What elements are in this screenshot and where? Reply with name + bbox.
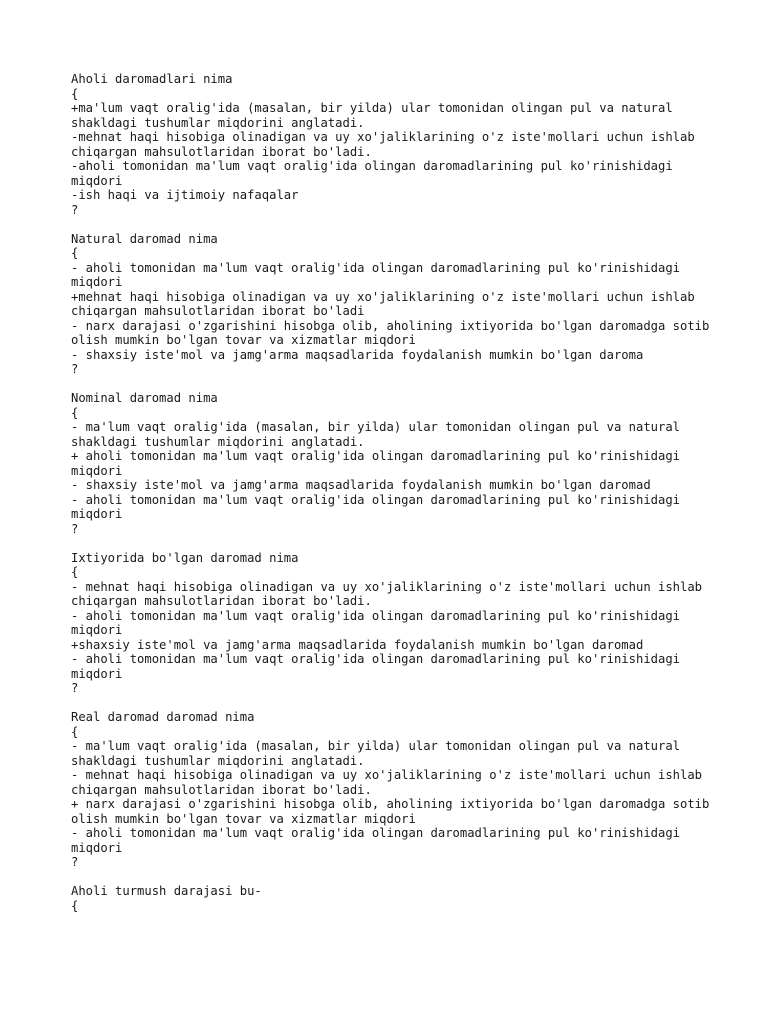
answer-option: - mehnat haqi hisobiga olinadigan va uy xo'jaliklarining o'z iste'mollari uchun ishlab chiqargan mahsulotlaridan iborat bo'ladi. [71, 768, 710, 797]
open-brace: { [71, 405, 79, 420]
question-title: Real daromad daromad nima [71, 710, 255, 724]
answer-option: - aholi tomonidan ma'lum vaqt oralig'ida olingan daromadlarining pul ko'rinishidagi miqdori [71, 608, 688, 637]
question-block [71, 391, 721, 536]
question-block [71, 551, 721, 696]
answer-option: + aholi tomonidan ma'lum vaqt oralig'ida olingan daromadlarining pul ko'rinishidagi miqdori [71, 449, 688, 478]
open-brace: { [71, 246, 79, 260]
question-title: Natural daromad nima [71, 231, 218, 246]
question-title: Ixtiyorida bo'lgan daromad nima [71, 550, 299, 565]
answer-option: +mehnat haqi hisobiga olinadigan va uy xo'jaliklarining o'z iste'mollari uchun ishlab chiqargan mahsulotlaridan iborat bo'ladi [71, 289, 703, 318]
answer-option: - narx darajasi o'zgarishini hisobga olib, aholining ixtiyorida bo'lgan daromadga sotib olish mumkin bo'lgan tovar va xizmatlar miqdori [71, 318, 717, 347]
question-block [71, 710, 721, 870]
open-brace: { [71, 724, 79, 739]
open-brace: { [71, 565, 79, 579]
question-terminator: ? [71, 855, 79, 869]
answer-option: + narx darajasi o'zgarishini hisobga olib, aholining ixtiyorida bo'lgan daromadga sotib olish mumkin bo'lgan tovar va xizmatlar miqdori [71, 797, 717, 826]
question-terminator: ? [71, 521, 79, 536]
answer-option: - aholi tomonidan ma'lum vaqt oralig'ida olingan daromadlarining pul ko'rinishidagi miqdori [71, 826, 688, 855]
open-brace: { [71, 86, 79, 101]
answer-option: +shaxsiy iste'mol va jamg'arma maqsadlarida foydalanish mumkin bo'lgan daromad [71, 637, 644, 652]
answer-option: +ma'lum vaqt oralig'ida (masalan, bir yilda) ular tomonidan olingan pul va natural shakldagi tushumlar miqdorini anglatadi. [71, 101, 681, 130]
answer-option: - ma'lum vaqt oralig'ida (masalan, bir yilda) ular tomonidan olingan pul va natural shakldagi tushumlar miqdorini anglatadi. [71, 739, 688, 768]
question-title: Nominal daromad nima [71, 391, 218, 405]
answer-option: - shaxsiy iste'mol va jamg'arma maqsadlarida foydalanish mumkin bo'lgan daroma [71, 347, 644, 362]
question-terminator: ? [71, 362, 79, 376]
question-block [71, 884, 721, 913]
question-title: Aholi daromadlari nima [71, 72, 233, 86]
answer-option: - ma'lum vaqt oralig'ida (masalan, bir yilda) ular tomonidan olingan pul va natural shakldagi tushumlar miqdorini anglatadi. [71, 420, 688, 449]
answer-option: - shaxsiy iste'mol va jamg'arma maqsadlarida foydalanish mumkin bo'lgan daromad [71, 478, 651, 492]
answer-option: - aholi tomonidan ma'lum vaqt oralig'ida olingan daromadlarining pul ko'rinishidagi miqdori [71, 492, 688, 521]
answer-option: -ish haqi va ijtimoiy nafaqalar [71, 188, 299, 202]
question-title: Aholi turmush darajasi bu- [71, 884, 262, 898]
document-body [71, 72, 721, 928]
question-terminator: ? [71, 681, 79, 695]
answer-option: -aholi tomonidan ma'lum vaqt oralig'ida olingan daromadlarining pul ko'rinishidagi miqdori [71, 159, 681, 188]
open-brace: { [71, 898, 79, 913]
answer-option: - mehnat haqi hisobiga olinadigan va uy xo'jaliklarining o'z iste'mollari uchun ishlab chiqargan mahsulotlaridan iborat bo'ladi. [71, 579, 710, 608]
question-block [71, 232, 721, 377]
question-block [71, 72, 721, 217]
question-terminator: ? [71, 202, 79, 217]
answer-option: -mehnat haqi hisobiga olinadigan va uy xo'jaliklarining o'z iste'mollari uchun ishlab chiqargan mahsulotlaridan iborat bo'ladi. [71, 130, 703, 159]
answer-option: - aholi tomonidan ma'lum vaqt oralig'ida olingan daromadlarining pul ko'rinishidagi miqdori [71, 652, 688, 681]
answer-option: - aholi tomonidan ma'lum vaqt oralig'ida olingan daromadlarining pul ko'rinishidagi miqdori [71, 260, 688, 289]
